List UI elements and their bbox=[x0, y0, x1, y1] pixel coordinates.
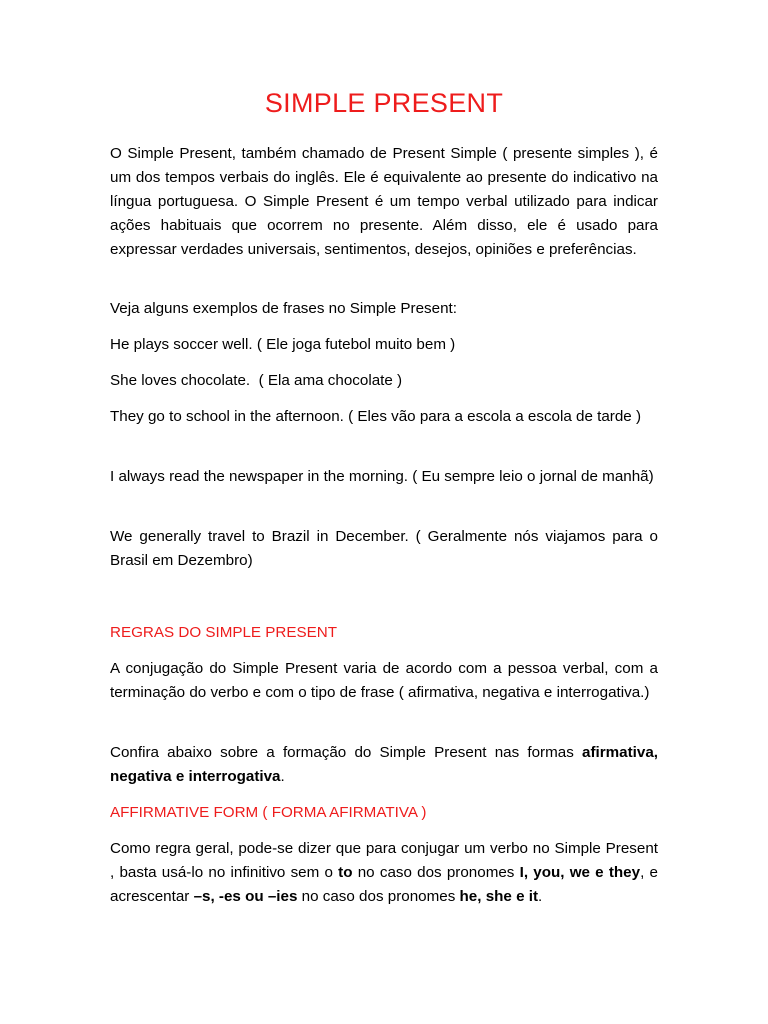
affirmative-text: Como regra geral, pode-se dizer que para conjugar um verbo no Simple Present , basta usá-lo no infinitivo sem o bbox=[110, 840, 658, 881]
confira-paragraph bbox=[110, 741, 658, 789]
page-title: SIMPLE PRESENT bbox=[264, 88, 504, 118]
affirmative-bold: to bbox=[338, 864, 353, 881]
affirmative-paragraph bbox=[110, 837, 658, 909]
rules-heading: REGRAS DO SIMPLE PRESENT bbox=[110, 624, 338, 641]
example-sentence: I always read the newspaper in the morning. ( Eu sempre leio o jornal de manhã) bbox=[110, 468, 654, 485]
affirmative-bold: –s, -es ou –ies bbox=[193, 888, 298, 905]
rules-paragraph: A conjugação do Simple Present varia de acordo com a pessoa verbal, com a terminação do verbo e com o tipo de frase ( afirmativa, negativa e interrogativa.) bbox=[110, 660, 658, 701]
affirmative-text: no caso dos pronomes bbox=[297, 888, 460, 905]
affirmative-text: . bbox=[538, 888, 543, 905]
intro-paragraph: O Simple Present, também chamado de Present Simple ( presente simples ), é um dos tempos verbais do inglês. Ele é equivalente ao presente do indicativo na língua portuguesa. O Simple Present é um tempo verbal utilizado para indicar ações habituais que ocorrem no presente. Além disso, ele é usado para expressar verdades universais, sentimentos, desejos, opiniões e preferências. bbox=[110, 145, 658, 258]
affirmative-heading: AFFIRMATIVE FORM ( FORMA AFIRMATIVA ) bbox=[110, 804, 427, 821]
affirmative-bold: I, you, we e they bbox=[519, 864, 641, 881]
confira-bold-forms: afirmativa, negativa e interrogativa bbox=[110, 744, 658, 785]
affirmative-text: , e acrescentar bbox=[110, 864, 658, 905]
example-sentence: We generally travel to Brazil in December. ( Geralmente nós viajamos para o Brasil em Dezembro) bbox=[110, 528, 658, 569]
examples-intro: Veja alguns exemplos de frases no Simple Present: bbox=[110, 300, 457, 317]
example-sentence: She loves chocolate. ( Ela ama chocolate ) bbox=[110, 372, 403, 389]
example-sentence: They go to school in the afternoon. ( Eles vão para a escola a escola de tarde ) bbox=[110, 408, 642, 425]
confira-text: Confira abaixo sobre a formação do Simple Present nas formas bbox=[110, 744, 583, 761]
example-sentence: He plays soccer well. ( Ele joga futebol muito bem ) bbox=[110, 336, 456, 353]
affirmative-text: no caso dos pronomes bbox=[352, 864, 520, 881]
confira-end: . bbox=[280, 768, 285, 785]
affirmative-bold: he, she e it bbox=[459, 888, 539, 905]
